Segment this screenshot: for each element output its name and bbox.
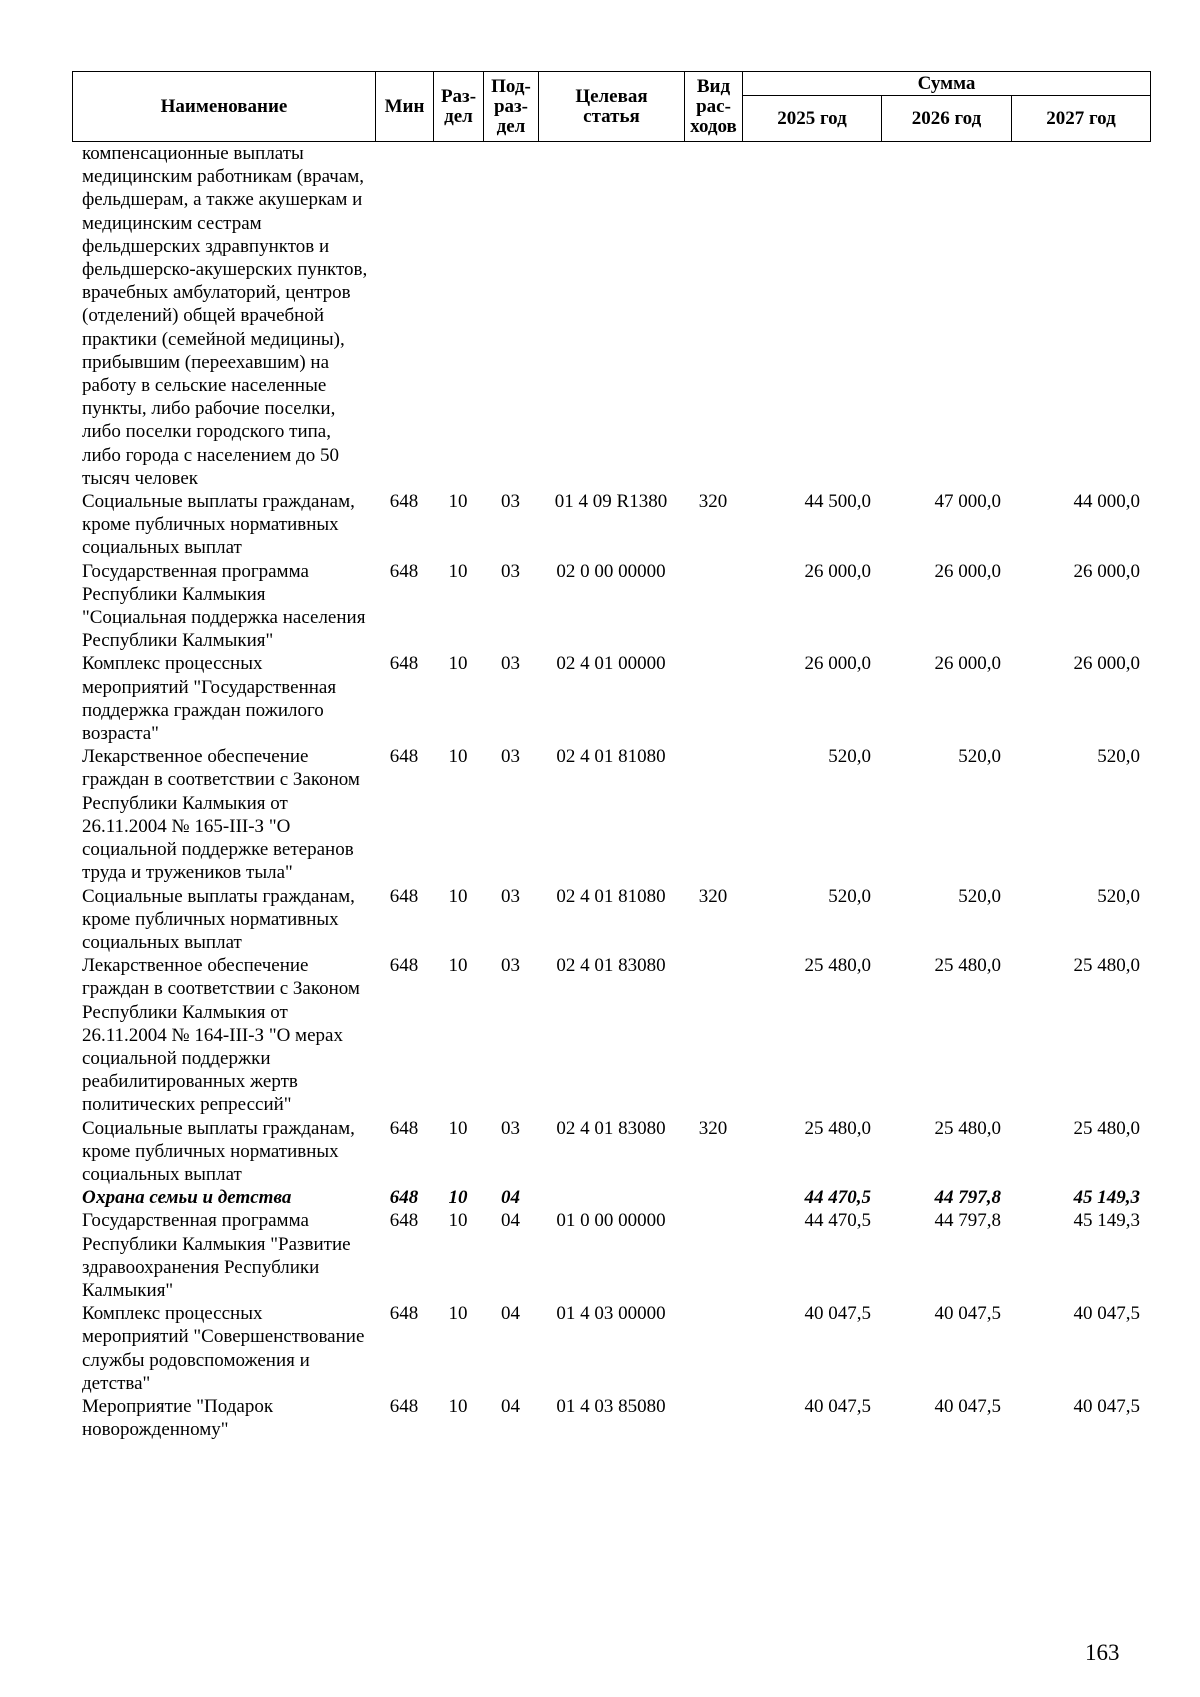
row-sum-2026: 44 797,8 bbox=[934, 1210, 1001, 1232]
row-podrazdel: 03 bbox=[501, 1117, 520, 1139]
row-min: 648 bbox=[389, 1187, 419, 1209]
row-podrazdel: 04 bbox=[501, 1187, 520, 1209]
row-sum-2027: 26 000,0 bbox=[1073, 560, 1140, 582]
row-podrazdel: 03 bbox=[501, 746, 520, 768]
row-vid bbox=[684, 652, 742, 745]
row-name: Комплекс процессных мероприятий "Государственная поддержка граждан пожилого возраста" bbox=[82, 653, 337, 745]
row-sum-2027: 25 480,0 bbox=[1073, 1117, 1140, 1139]
row-podrazdel: 03 bbox=[501, 491, 520, 513]
row-sum-2026: 40 047,5 bbox=[934, 1303, 1001, 1325]
row-sum-2027: 45 149,3 bbox=[1073, 1210, 1140, 1232]
table-row bbox=[72, 1209, 1150, 1302]
row-sum-2026: 520,0 bbox=[958, 746, 1001, 768]
header-vid: Вид рас- ходов bbox=[685, 72, 743, 142]
row-min: 648 bbox=[389, 560, 419, 582]
header-razdel: Раз- дел bbox=[434, 72, 484, 142]
row-sum-2027: 44 000,0 bbox=[1073, 491, 1140, 513]
row-razdel bbox=[433, 142, 483, 490]
row-min: 648 bbox=[389, 1303, 419, 1325]
row-sum-2026: 25 480,0 bbox=[934, 955, 1001, 977]
row-target: 02 4 01 83080 bbox=[556, 1117, 666, 1139]
row-name: Комплекс процессных мероприятий "Совершенствование службы родовспоможения и детства" bbox=[82, 1303, 365, 1394]
row-sum-2027: 25 480,0 bbox=[1073, 955, 1140, 977]
row-podrazdel bbox=[483, 142, 538, 490]
row-vid: 320 bbox=[698, 885, 728, 907]
row-vid bbox=[684, 1209, 742, 1302]
row-sum-2026 bbox=[881, 142, 1011, 490]
row-sum-2027: 40 047,5 bbox=[1073, 1395, 1140, 1417]
page-number: 163 bbox=[1085, 1640, 1120, 1665]
row-target bbox=[538, 142, 684, 490]
table-row bbox=[72, 745, 1150, 884]
row-razdel: 10 bbox=[448, 491, 468, 513]
row-name: Государственная программа Республики Калмыкия "Социальная поддержка населения Республики Калмыкия" bbox=[82, 560, 366, 652]
row-sum-2025: 44 500,0 bbox=[804, 491, 871, 513]
table-header bbox=[72, 71, 1151, 142]
row-sum-2026: 26 000,0 bbox=[934, 560, 1001, 582]
row-razdel: 10 bbox=[448, 653, 468, 675]
row-target: 01 0 00 00000 bbox=[556, 1210, 666, 1232]
table-row bbox=[72, 954, 1150, 1116]
row-name: Мероприятие "Подарок новорожденному" bbox=[82, 1395, 274, 1441]
table-row bbox=[72, 490, 1150, 560]
row-podrazdel: 03 bbox=[501, 885, 520, 907]
row-sum-2027: 45 149,3 bbox=[1073, 1187, 1140, 1209]
table-row bbox=[72, 560, 1150, 653]
row-sum-2025: 40 047,5 bbox=[804, 1395, 871, 1417]
row-sum-2026: 520,0 bbox=[958, 885, 1001, 907]
header-2027: 2027 год bbox=[1012, 96, 1151, 142]
row-min: 648 bbox=[389, 653, 419, 675]
row-name: Социальные выплаты гражданам, кроме публичных нормативных социальных выплат bbox=[82, 491, 355, 559]
table-row bbox=[72, 1117, 1150, 1187]
row-target: 01 4 09 R1380 bbox=[554, 491, 668, 513]
row-name: Социальные выплаты гражданам, кроме публичных нормативных социальных выплат bbox=[82, 1117, 355, 1185]
row-podrazdel: 04 bbox=[501, 1395, 520, 1417]
row-vid bbox=[684, 142, 742, 490]
row-razdel: 10 bbox=[448, 885, 468, 907]
header-target: Целевая статья bbox=[539, 72, 685, 142]
header-2026: 2026 год bbox=[882, 96, 1012, 142]
row-min: 648 bbox=[389, 491, 419, 513]
row-razdel: 10 bbox=[448, 560, 468, 582]
row-sum-2025: 44 470,5 bbox=[804, 1210, 871, 1232]
row-min bbox=[375, 142, 433, 490]
row-sum-2027: 520,0 bbox=[1097, 885, 1140, 907]
row-razdel: 10 bbox=[448, 955, 468, 977]
row-sum-2025: 44 470,5 bbox=[804, 1187, 871, 1209]
row-target: 01 4 03 00000 bbox=[556, 1303, 666, 1325]
header-min: Мин bbox=[376, 72, 434, 142]
row-razdel: 10 bbox=[448, 1117, 468, 1139]
row-sum-2025: 25 480,0 bbox=[804, 1117, 871, 1139]
row-sum-2025: 520,0 bbox=[828, 885, 871, 907]
table-row bbox=[72, 885, 1150, 955]
row-name: Государственная программа Республики Калмыкия "Развитие здравоохранения Республики Калмыкия" bbox=[82, 1210, 351, 1301]
header-2025: 2025 год bbox=[743, 96, 882, 142]
row-vid: 320 bbox=[698, 1117, 728, 1139]
row-sum-2026: 47 000,0 bbox=[934, 491, 1001, 513]
row-min: 648 bbox=[389, 1395, 419, 1417]
row-sum-2026: 44 797,8 bbox=[934, 1187, 1001, 1209]
table-row bbox=[72, 652, 1150, 745]
row-target: 02 0 00 00000 bbox=[556, 560, 666, 582]
row-sum-2026: 40 047,5 bbox=[934, 1395, 1001, 1417]
row-min: 648 bbox=[389, 746, 419, 768]
row-vid bbox=[684, 1302, 742, 1395]
header-podrazdel: Под- раз- дел bbox=[484, 72, 539, 142]
row-vid bbox=[684, 1186, 742, 1209]
budget-table bbox=[72, 71, 1150, 1441]
row-min: 648 bbox=[389, 955, 419, 977]
row-sum-2027: 26 000,0 bbox=[1073, 653, 1140, 675]
row-sum-2025: 520,0 bbox=[828, 746, 871, 768]
row-razdel: 10 bbox=[448, 1210, 468, 1232]
table-row bbox=[72, 142, 1150, 490]
row-vid bbox=[684, 745, 742, 884]
row-target: 02 4 01 83080 bbox=[556, 955, 666, 977]
row-target bbox=[538, 1186, 684, 1209]
row-vid bbox=[684, 1395, 742, 1441]
row-sum-2025: 26 000,0 bbox=[804, 560, 871, 582]
row-vid bbox=[684, 954, 742, 1116]
row-min: 648 bbox=[389, 885, 419, 907]
row-target: 02 4 01 81080 bbox=[556, 885, 666, 907]
row-name: Социальные выплаты гражданам, кроме публичных нормативных социальных выплат bbox=[82, 885, 355, 953]
row-podrazdel: 03 bbox=[501, 560, 520, 582]
table-body bbox=[72, 142, 1150, 1441]
row-name: компенсационные выплаты медицинским работникам (врачам, фельдшерам, а также акушеркам и медицинским сестрам фельдшерских здравпунктов и фельдшерско-акушерских пунктов, врачебных амбулаторий, центров (отделений) общей врачебной практики (семейной медицины), прибывшим (переехавшим) на работу в сельские населенные пункты, либо рабочие поселки, либо поселки городского типа, либо города с населением до 50 тысяч человек bbox=[82, 143, 368, 489]
table-row bbox=[72, 1186, 1150, 1209]
row-sum-2026: 26 000,0 bbox=[934, 653, 1001, 675]
row-sum-2025 bbox=[742, 142, 881, 490]
row-razdel: 10 bbox=[448, 746, 468, 768]
row-podrazdel: 04 bbox=[501, 1303, 520, 1325]
header-name: Наименование bbox=[73, 72, 376, 142]
row-min: 648 bbox=[389, 1210, 419, 1232]
row-sum-2025: 26 000,0 bbox=[804, 653, 871, 675]
row-name: Лекарственное обеспечение граждан в соответствии с Законом Республики Калмыкия от 26.11.2004 № 164-III-З "О мерах социальной поддержки реабилитированных жертв политических репрессий" bbox=[82, 955, 360, 1116]
row-sum-2025: 25 480,0 bbox=[804, 955, 871, 977]
row-vid bbox=[684, 560, 742, 653]
row-vid: 320 bbox=[698, 491, 728, 513]
row-sum-2027: 520,0 bbox=[1097, 746, 1140, 768]
row-name: Лекарственное обеспечение граждан в соответствии с Законом Республики Калмыкия от 26.11.2004 № 165-III-З "О социальной поддержке ветеранов труда и тружеников тыла" bbox=[82, 746, 360, 884]
row-name: Охрана семьи и детства bbox=[82, 1187, 292, 1209]
row-podrazdel: 04 bbox=[501, 1210, 520, 1232]
row-razdel: 10 bbox=[448, 1187, 468, 1209]
row-sum-2025: 40 047,5 bbox=[804, 1303, 871, 1325]
row-razdel: 10 bbox=[448, 1395, 468, 1417]
table-row bbox=[72, 1302, 1150, 1395]
row-podrazdel: 03 bbox=[501, 955, 520, 977]
row-min: 648 bbox=[389, 1117, 419, 1139]
header-sum: Сумма bbox=[743, 72, 1151, 96]
row-podrazdel: 03 bbox=[501, 653, 520, 675]
row-target: 01 4 03 85080 bbox=[556, 1395, 666, 1417]
row-sum-2027: 40 047,5 bbox=[1073, 1303, 1140, 1325]
row-sum-2027 bbox=[1011, 142, 1150, 490]
row-target: 02 4 01 81080 bbox=[556, 746, 666, 768]
table-row bbox=[72, 1395, 1150, 1441]
row-sum-2026: 25 480,0 bbox=[934, 1117, 1001, 1139]
row-razdel: 10 bbox=[448, 1303, 468, 1325]
row-target: 02 4 01 00000 bbox=[556, 653, 666, 675]
